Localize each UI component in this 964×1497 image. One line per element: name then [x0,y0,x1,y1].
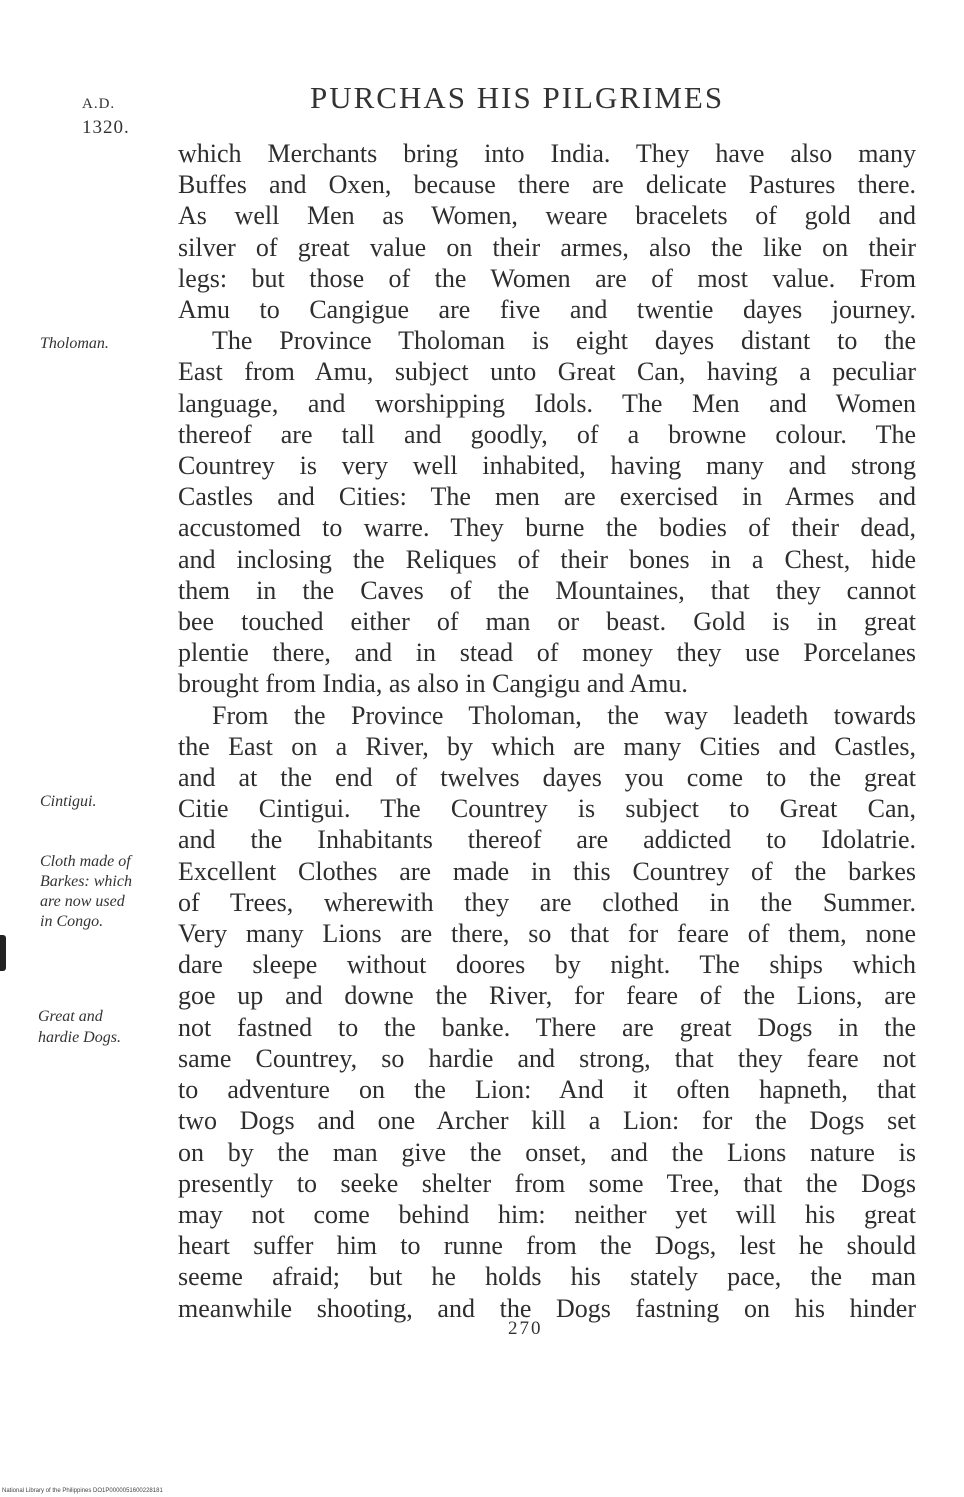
text-line: brought from India, as also in Cangigu and Amu. [178,669,688,699]
text-line: East from Amu, subject unto Great Can, having a peculiar [178,357,916,387]
text-line: of Trees, wherewith they are clothed in the Summer. [178,887,916,917]
text-line: thereof are tall and goodly, of a browne colour. The [178,419,916,449]
text-line: and at the end of twelves dayes you come to the great [178,763,916,793]
year-label [82,92,130,140]
text-line: two Dogs and one Archer kill a Lion: for the Dogs set [178,1106,916,1136]
text-line: seeme afraid; but he holds his stately pace, the man [178,1262,916,1292]
era-label: A.D. [82,96,116,112]
paragraph-2 [178,325,916,699]
text-line: goe up and downe the River, for feare of the Lions, are [178,981,916,1011]
text-line: presently to seeke shelter from some Tree, that the Dogs [178,1168,916,1198]
text-line: The Province Tholoman is eight dayes distant to the [212,326,916,356]
text-line: which Merchants bring into India. They have also many [178,139,916,168]
text-line: As well Men as Women, weare bracelets of gold and [178,201,916,231]
paragraph-1 [178,138,916,325]
text-line: not fastned to the banke. There are great Dogs in the [178,1012,916,1042]
text-line: From the Province Tholoman, the way leadeth towards [212,700,916,730]
text-line: and the Inhabitants thereof are addicted to Idolatrie. [178,825,916,855]
text-line: Very many Lions are there, so that for feare of them, none [178,919,916,949]
text-line: to adventure on the Lion: And it often hapneth, that [178,1075,916,1105]
margin-note-tholoman: Tholoman. [40,335,109,352]
text-line: Amu to Cangigue are five and twentie dayes journey. [178,295,916,325]
text-line: heart suffer him to runne from the Dogs, lest he should [178,1231,916,1261]
paragraph-3 [178,700,916,1324]
text-line: same Countrey, so hardie and strong, that they feare not [178,1043,916,1073]
text-line: meanwhile shooting, and the Dogs fastning on his hinder [178,1293,916,1323]
text-line: and inclosing the Reliques of their bones in a Chest, hide [178,544,916,574]
margin-note-cintigui: Cintigui. [40,793,97,810]
text-line: bee touched either of man or beast. Gold is in great [178,607,916,637]
text-line: Citie Cintigui. The Countrey is subject to Great Can, [178,794,916,824]
text-line: Countrey is very well inhabited, having many and strong [178,451,916,481]
margin-note-dogs: Great and hardie Dogs. [38,1008,121,1046]
text-line: may not come behind him: neither yet will his great [178,1199,916,1229]
text-line: dare sleepe without doores by night. The ships which [178,950,916,980]
text-line: on by the man give the onset, and the Lions nature is [178,1137,916,1167]
text-line: Excellent Clothes are made in this Countrey of the barkes [178,856,916,886]
footer-credit: National Library of the Philippines DO1P0000051600228181 [2,1488,163,1494]
text-line: the East on a River, by which are many Cities and Castles, [178,731,916,761]
text-line: them in the Caves of the Mountaines, that they cannot [178,575,916,605]
page-number: 270 [508,1318,543,1339]
running-head: PURCHAS HIS PILGRIMES [310,80,725,115]
body-text [178,138,916,1324]
year-value: 1320. [82,117,130,138]
margin-note-cloth: Cloth made of Barkes: which are now used in Congo. [40,853,132,930]
text-line: accustomed to warre. They burne the bodies of their dead, [178,513,916,543]
text-line: Castles and Cities: The men are exercised in Armes and [178,482,916,512]
text-line: Buffes and Oxen, because there are delicate Pastures there. [178,170,916,200]
text-line: plentie there, and in stead of money they use Porcelanes [178,638,916,668]
text-line: silver of great value on their armes, also the like on their [178,232,916,262]
text-line: legs: but those of the Women are of most value. From [178,263,916,293]
text-line: language, and worshipping Idols. The Men and Women [178,388,916,418]
page-edge-mark [0,935,6,971]
